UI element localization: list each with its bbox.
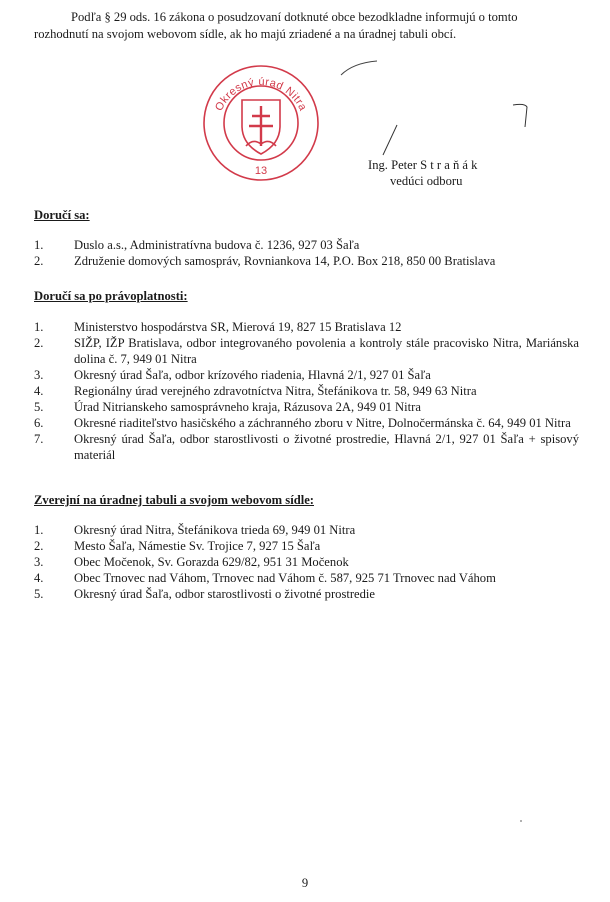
section-heading-after-effect: Doručí sa po právoplatnosti: — [34, 289, 188, 303]
list-item — [34, 319, 579, 335]
list-item-text: Duslo a.s., Administratívna budova č. 1236, 927 03 Šaľa — [74, 238, 360, 252]
list-item — [34, 237, 579, 253]
list-item-text: Regionálny úrad verejného zdravotníctva Nitra, Štefánikova tr. 58, 949 63 Nitra — [74, 384, 477, 398]
list-item-number: 2. — [34, 336, 44, 350]
delivery-list — [34, 237, 579, 269]
list-item-number: 2. — [34, 254, 44, 268]
list-item — [34, 554, 579, 570]
list-item-number: 1. — [34, 238, 44, 252]
list-item — [34, 335, 579, 367]
list-item — [34, 522, 579, 538]
list-item-number: 1. — [34, 320, 44, 334]
list-item-number: 4. — [34, 384, 44, 398]
list-item-number: 2. — [34, 539, 44, 553]
section-heading-publish: Zverejní na úradnej tabuli a svojom webovom sídle: — [34, 493, 314, 507]
list-item-number: 7. — [34, 432, 44, 446]
list-item — [34, 570, 579, 586]
list-item-number: 4. — [34, 571, 44, 585]
list-item — [34, 415, 579, 431]
handwritten-signature — [335, 55, 565, 165]
list-item-text: Okresný úrad Šaľa, odbor krízového riadenia, Hlavná 2/1, 927 01 Šaľa — [74, 368, 431, 382]
section-heading-delivery: Doručí sa: — [34, 208, 90, 222]
list-item-text: Úrad Nitrianskeho samosprávneho kraja, Rázusova 2A, 949 01 Nitra — [74, 400, 421, 414]
list-item-text: SIŽP, IŽP Bratislava, odbor integrovaného povolenia a kontroly stále pracovisko Nitra, Mariánska dolina č. 7, 949 01 Nitra — [74, 336, 579, 366]
official-stamp — [200, 62, 322, 184]
list-item — [34, 586, 579, 602]
list-item — [34, 431, 579, 463]
page-number: 9 — [301, 876, 309, 890]
list-item — [34, 253, 579, 269]
list-item — [34, 538, 579, 554]
list-item-number: 3. — [34, 368, 44, 382]
list-item-text: Mesto Šaľa, Námestie Sv. Trojice 7, 927 15 Šaľa — [74, 539, 321, 553]
list-item-text: Obec Močenok, Sv. Gorazda 629/82, 951 31 Močenok — [74, 555, 349, 569]
list-item-text: Okresný úrad Nitra, Štefánikova trieda 69, 949 01 Nitra — [74, 523, 356, 537]
list-item-number: 1. — [34, 523, 44, 537]
list-item-number: 6. — [34, 416, 44, 430]
list-item-number: 5. — [34, 400, 44, 414]
signer-role: vedúci odboru — [390, 174, 463, 188]
list-item — [34, 367, 579, 383]
list-item — [34, 399, 579, 415]
signature-block — [368, 158, 568, 189]
list-item-text: Okresný úrad Šaľa, odbor starostlivosti o životné prostredie — [74, 587, 376, 601]
list-item-text: Okresný úrad Šaľa, odbor starostlivosti o životné prostredie, Hlavná 2/1, 927 01 Šaľa + spisový materiál — [74, 432, 579, 462]
intro-paragraph — [34, 9, 574, 43]
publish-list — [34, 522, 579, 602]
stamp-ring-text: Okresný úrad Nitra — [213, 75, 309, 114]
after-effect-list — [34, 319, 579, 463]
list-item-number: 3. — [34, 555, 44, 569]
signer-name: Ing. Peter S t r a ň á k — [368, 158, 478, 172]
list-item-text: Okresné riaditeľstvo hasičského a záchranného zboru v Nitre, Dolnočermánska č. 64, 949 01 Nitra — [74, 416, 571, 430]
intro-text: Podľa § 29 ods. 16 zákona o posudzovaní dotknuté obce bezodkladne informujú o tomto rozhodnutí na svojom webovom sídle, ak ho majú zriadené a na úradnej tabuli obcí. — [34, 10, 518, 41]
list-item — [34, 383, 579, 399]
stamp-number: 13 — [254, 165, 268, 177]
list-item-text: Združenie domových samospráv, Rovniankova 14, P.O. Box 218, 850 00 Bratislava — [74, 254, 496, 268]
list-item-text: Obec Trnovec nad Váhom, Trnovec nad Váhom č. 587, 925 71 Trnovec nad Váhom — [74, 571, 496, 585]
double-cross-icon — [249, 106, 273, 146]
list-item-number: 5. — [34, 587, 44, 601]
scan-speck — [520, 820, 522, 822]
list-item-text: Ministerstvo hospodárstva SR, Mierová 19, 827 15 Bratislava 12 — [74, 320, 402, 334]
